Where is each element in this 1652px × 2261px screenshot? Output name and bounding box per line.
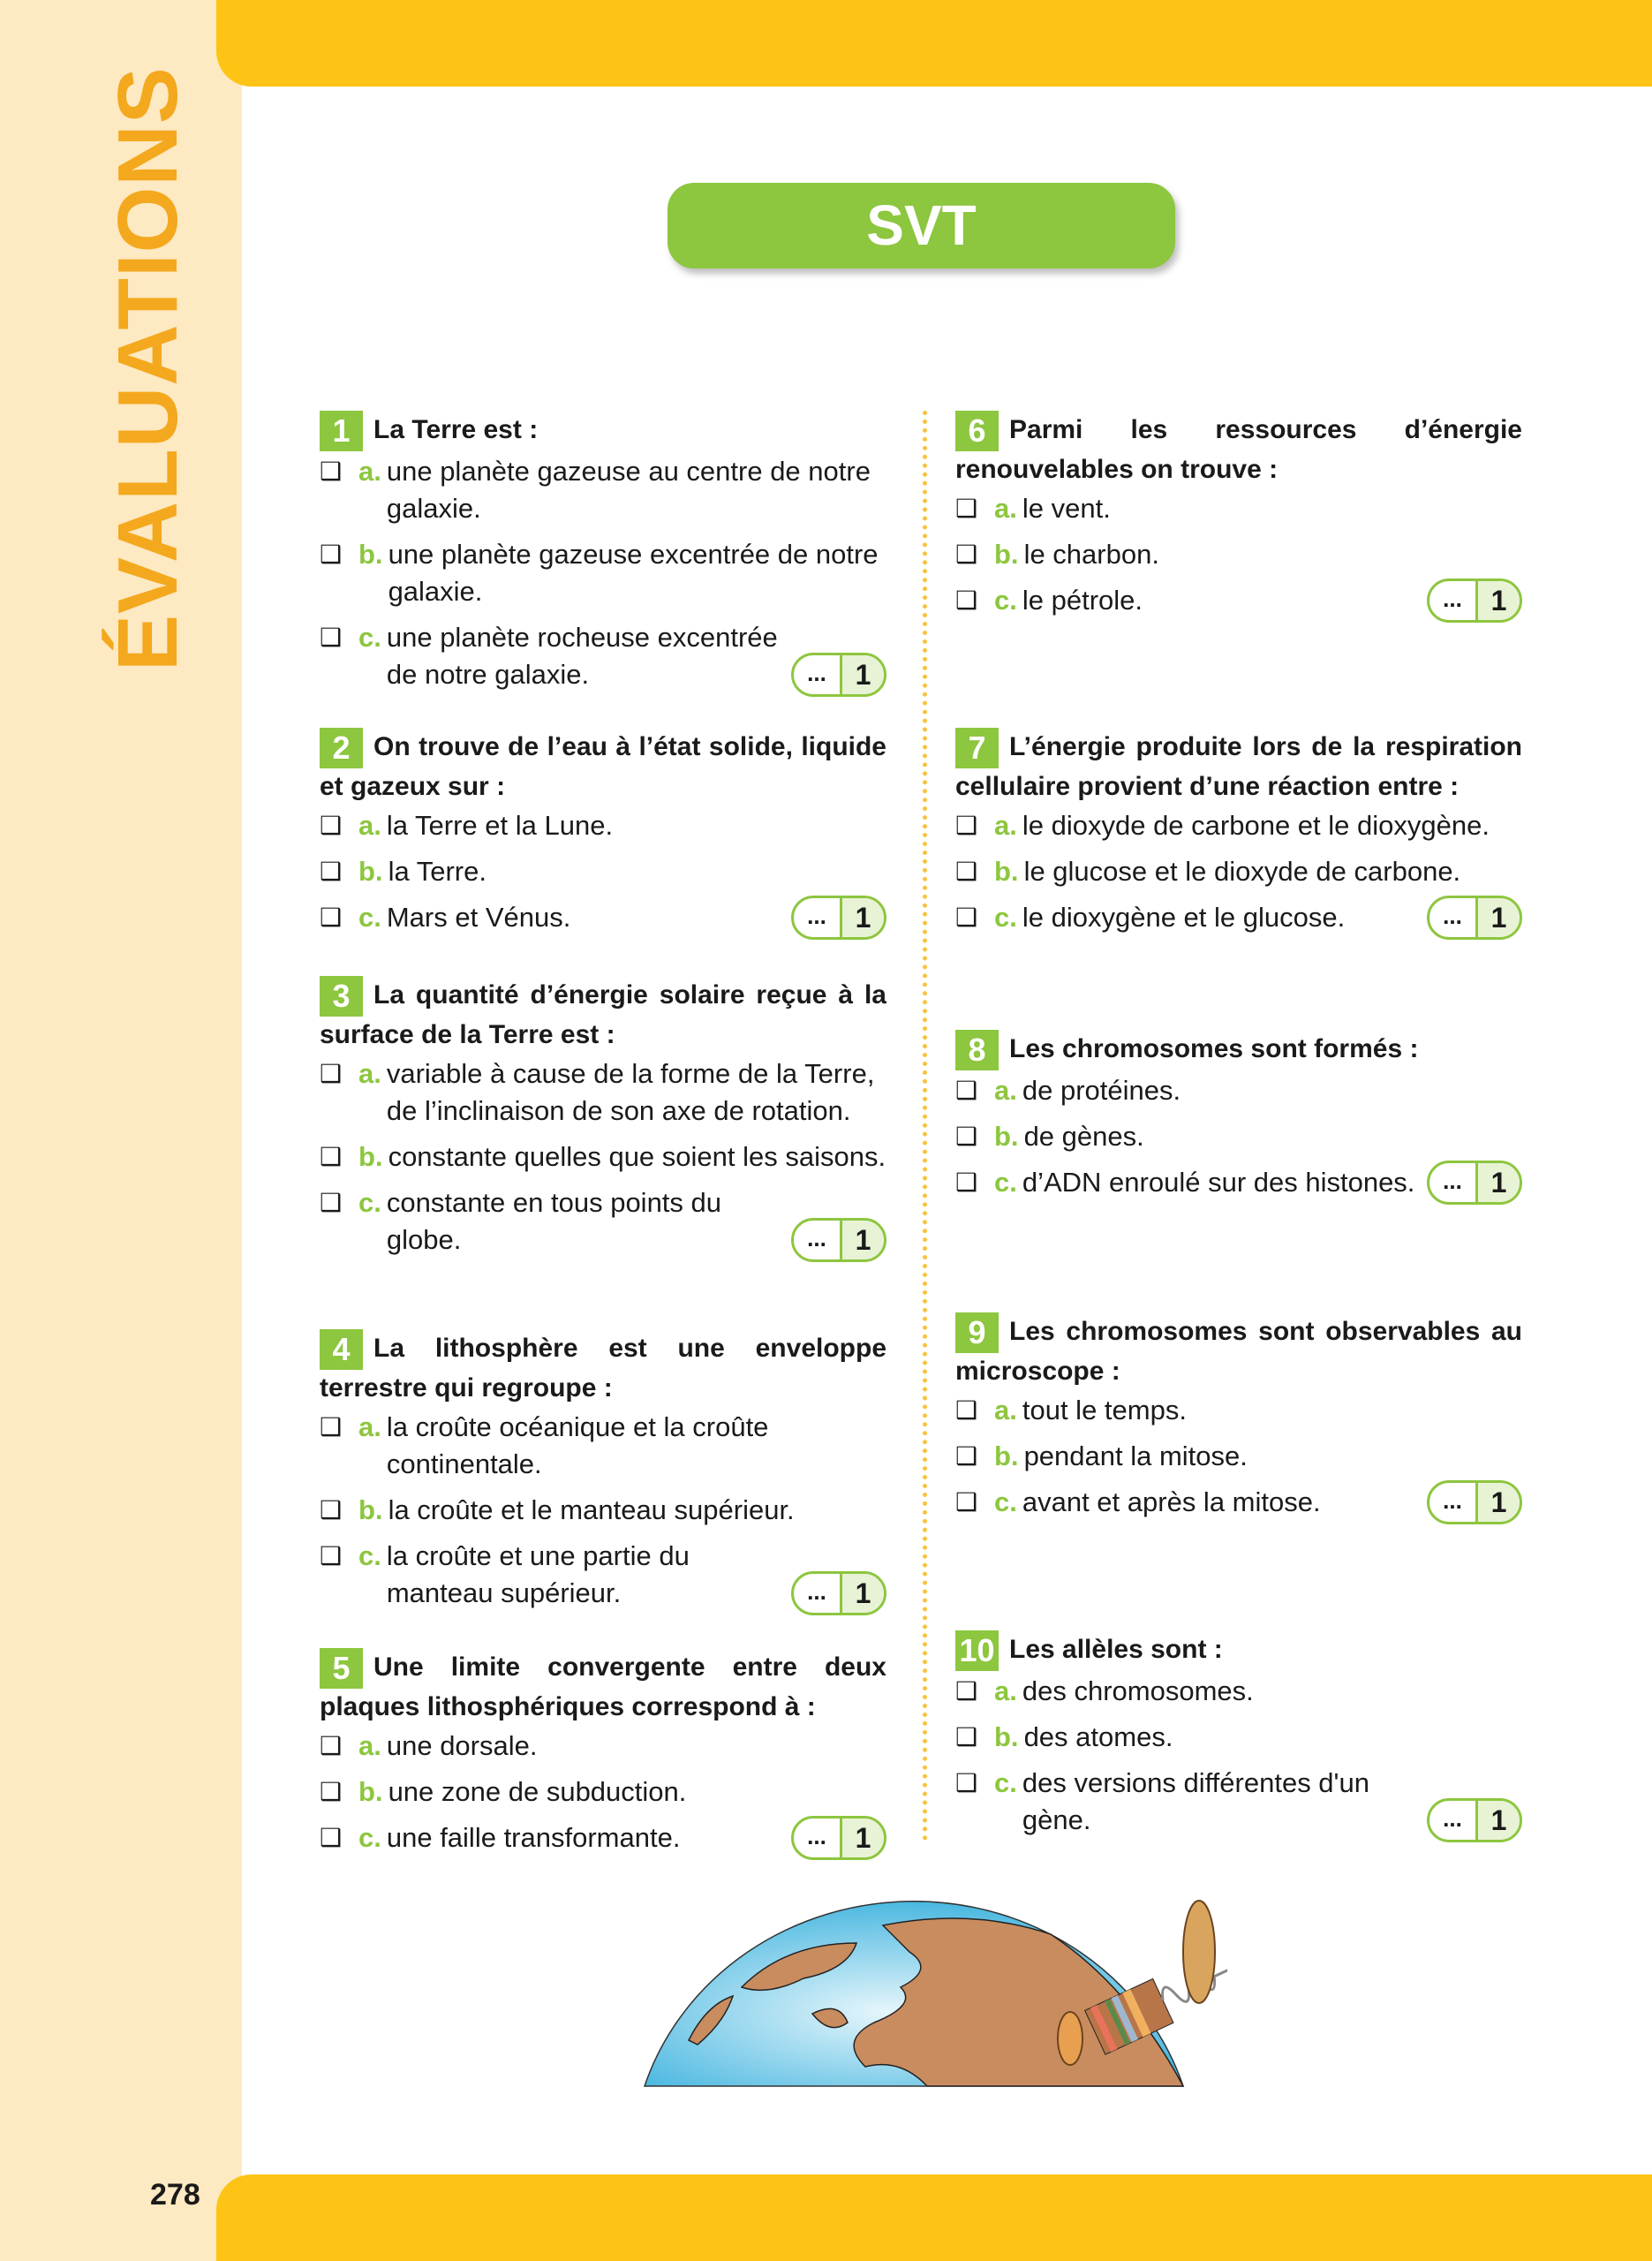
score-box[interactable] (1427, 1798, 1522, 1842)
question-title (320, 976, 886, 1054)
option-letter: a. (994, 493, 1017, 524)
option-text: le dioxyde de carbone et le dioxygène. (1022, 810, 1490, 841)
checkbox-icon[interactable]: ❑ (320, 812, 343, 839)
option-text: des chromosomes. (1022, 1675, 1254, 1706)
question-title (320, 728, 886, 805)
option-letter: c. (994, 585, 1017, 616)
answer-option[interactable] (320, 1492, 886, 1529)
score-input[interactable]: ... (807, 1823, 826, 1849)
question-6 (955, 411, 1522, 628)
answer-option[interactable] (955, 1072, 1522, 1109)
option-text: de gènes. (1023, 1121, 1144, 1152)
question-2 (320, 728, 886, 945)
question-text: On trouve de l’eau à l’état solide, liquide et gazeux sur : (320, 732, 886, 801)
answer-option[interactable] (320, 1773, 886, 1811)
question-number: 10 (955, 1630, 999, 1671)
checkbox-icon[interactable]: ❑ (320, 904, 343, 931)
score-input[interactable]: ... (807, 1225, 826, 1251)
question-title (320, 1329, 886, 1407)
score-max: 1 (840, 1221, 884, 1259)
score-input[interactable]: ... (1443, 586, 1462, 612)
option-letter: c. (994, 1767, 1017, 1798)
score-input[interactable]: ... (1443, 1805, 1462, 1832)
option-text: de protéines. (1022, 1075, 1181, 1106)
column-divider (923, 411, 927, 1841)
answer-option[interactable] (955, 1392, 1522, 1429)
answer-option[interactable] (955, 807, 1522, 844)
option-letter: c. (358, 902, 381, 933)
subject-title: SVT (668, 183, 1175, 268)
checkbox-icon[interactable]: ❑ (320, 1542, 343, 1569)
score-box[interactable] (1427, 1161, 1522, 1205)
option-letter: a. (994, 1675, 1017, 1706)
answer-option[interactable] (320, 1055, 886, 1130)
option-text: la croûte et le manteau supérieur. (388, 1494, 795, 1525)
page-number: 278 (150, 2178, 200, 2212)
checkbox-icon[interactable]: ❑ (955, 1677, 978, 1705)
question-text: Les allèles sont : (1009, 1635, 1223, 1664)
checkbox-icon[interactable]: ❑ (320, 1060, 343, 1087)
answer-option[interactable] (955, 1673, 1522, 1710)
score-box[interactable] (791, 896, 886, 940)
checkbox-icon[interactable]: ❑ (955, 541, 978, 568)
answer-option[interactable] (320, 807, 886, 844)
question-number: 3 (320, 976, 363, 1017)
option-text: le vent. (1022, 493, 1111, 524)
score-max: 1 (840, 655, 884, 694)
score-input[interactable]: ... (807, 903, 826, 929)
question-5 (320, 1648, 886, 1865)
question-number: 5 (320, 1648, 363, 1689)
question-title (955, 728, 1522, 805)
option-letter: b. (358, 856, 383, 887)
score-input[interactable]: ... (1443, 1487, 1462, 1514)
checkbox-icon[interactable]: ❑ (955, 1168, 978, 1196)
option-text: la croûte et une partie du manteau supérieur. (386, 1540, 690, 1608)
question-text: La quantité d’énergie solaire reçue à la surface de la Terre est : (320, 980, 886, 1049)
option-text: une planète gazeuse au centre de notre galaxie. (386, 456, 871, 524)
question-7 (955, 728, 1522, 945)
option-letter: a. (994, 1075, 1017, 1106)
checkbox-icon[interactable]: ❑ (320, 1189, 343, 1216)
checkbox-icon[interactable]: ❑ (320, 858, 343, 885)
question-text: Les chromosomes sont formés : (1009, 1034, 1419, 1063)
bottom-banner (216, 2174, 1652, 2261)
score-box[interactable] (1427, 896, 1522, 940)
option-letter: b. (358, 1141, 383, 1172)
score-input[interactable]: ... (1443, 903, 1462, 929)
answer-option[interactable] (320, 453, 886, 527)
option-text: constante quelles que soient les saisons. (388, 1141, 886, 1172)
option-text: des versions différentes d'un gène. (1022, 1767, 1369, 1835)
question-text: Une limite convergente entre deux plaques lithosphériques correspond à : (320, 1652, 886, 1721)
question-3 (320, 976, 886, 1267)
score-input[interactable]: ... (807, 1578, 826, 1605)
answer-option[interactable] (320, 1728, 886, 1765)
answer-option[interactable] (955, 536, 1522, 573)
answer-option[interactable] (955, 1118, 1522, 1155)
question-number: 7 (955, 728, 999, 768)
score-box[interactable] (791, 1816, 886, 1860)
option-text: variable à cause de la forme de la Terre, de l’inclinaison de son axe de rotation. (386, 1058, 875, 1126)
option-letter: b. (994, 1721, 1019, 1752)
question-10 (955, 1630, 1522, 1848)
top-banner (216, 0, 1652, 87)
option-letter: b. (994, 1441, 1019, 1471)
checkbox-icon[interactable]: ❑ (955, 1077, 978, 1104)
option-letter: c. (994, 1167, 1017, 1198)
answer-option[interactable] (955, 853, 1522, 890)
question-title (320, 411, 886, 451)
option-letter: b. (994, 1121, 1019, 1152)
section-title: ÉVALUATIONS (101, 66, 195, 671)
checkbox-icon[interactable]: ❑ (955, 495, 978, 522)
checkbox-icon[interactable]: ❑ (955, 1123, 978, 1150)
answer-option[interactable] (955, 1719, 1522, 1756)
checkbox-icon[interactable]: ❑ (955, 904, 978, 931)
checkbox-icon[interactable]: ❑ (955, 858, 978, 885)
checkbox-icon[interactable]: ❑ (320, 1824, 343, 1851)
checkbox-icon[interactable]: ❑ (320, 457, 343, 485)
option-letter: b. (358, 1776, 383, 1807)
checkbox-icon[interactable]: ❑ (955, 1396, 978, 1424)
score-box[interactable] (1427, 1480, 1522, 1524)
score-max: 1 (840, 1819, 884, 1857)
checkbox-icon[interactable]: ❑ (320, 1732, 343, 1759)
answer-option[interactable] (955, 1438, 1522, 1475)
question-number: 2 (320, 728, 363, 768)
option-text: des atomes. (1023, 1721, 1173, 1752)
question-title (955, 1030, 1522, 1070)
option-text: avant et après la mitose. (1022, 1486, 1321, 1517)
option-letter: a. (358, 1411, 381, 1442)
option-letter: c. (994, 902, 1017, 933)
checkbox-icon[interactable]: ❑ (955, 1723, 978, 1751)
question-number: 1 (320, 411, 363, 451)
option-letter: b. (994, 856, 1019, 887)
question-number: 6 (955, 411, 999, 451)
option-letter: c. (358, 622, 381, 653)
checkbox-icon[interactable]: ❑ (320, 1143, 343, 1170)
option-text: une faille transformante. (386, 1822, 681, 1853)
answer-option[interactable] (320, 853, 886, 890)
option-text: une zone de subduction. (388, 1776, 687, 1807)
option-letter: c. (358, 1187, 381, 1218)
question-number: 4 (320, 1329, 363, 1370)
score-max: 1 (1475, 1163, 1520, 1202)
score-max: 1 (840, 1574, 884, 1613)
option-letter: b. (358, 1494, 383, 1525)
question-title (320, 1648, 886, 1726)
option-text: pendant la mitose. (1023, 1441, 1248, 1471)
score-max: 1 (840, 898, 884, 937)
checkbox-icon[interactable]: ❑ (955, 586, 978, 614)
option-letter: b. (994, 539, 1019, 570)
checkbox-icon[interactable]: ❑ (320, 1496, 343, 1524)
option-text: le pétrole. (1022, 585, 1143, 616)
score-max: 1 (1475, 898, 1520, 937)
question-8 (955, 1030, 1522, 1210)
question-text: La Terre est : (373, 415, 539, 444)
question-text: Les chromosomes sont observables au microscope : (955, 1317, 1522, 1386)
score-input[interactable]: ... (1443, 1168, 1462, 1194)
checkbox-icon[interactable]: ❑ (955, 1769, 978, 1796)
question-text: La lithosphère est une enveloppe terrestre qui regroupe : (320, 1334, 886, 1403)
score-box[interactable] (791, 1571, 886, 1615)
option-letter: c. (994, 1486, 1017, 1517)
question-title (955, 1312, 1522, 1390)
question-text: Parmi les ressources d’énergie renouvelables on trouve : (955, 415, 1522, 484)
question-4 (320, 1329, 886, 1621)
answer-option[interactable] (955, 490, 1522, 527)
checkbox-icon[interactable]: ❑ (955, 1488, 978, 1516)
question-1 (320, 411, 886, 702)
question-number: 8 (955, 1030, 999, 1070)
score-max: 1 (1475, 1483, 1520, 1522)
question-title (955, 411, 1522, 488)
option-letter: c. (358, 1540, 381, 1571)
option-text: une planète rocheuse excentrée de notre galaxie. (386, 622, 778, 690)
option-letter: a. (358, 1058, 381, 1089)
option-letter: a. (994, 1395, 1017, 1425)
question-9 (955, 1312, 1522, 1530)
option-text: le dioxygène et le glucose. (1022, 902, 1346, 933)
question-number: 9 (955, 1312, 999, 1353)
option-text: constante en tous points du globe. (386, 1187, 722, 1255)
checkbox-icon[interactable]: ❑ (320, 624, 343, 651)
checkbox-icon[interactable]: ❑ (320, 541, 343, 568)
globe-corkscrew-illustration (636, 1890, 1227, 2093)
question-title (955, 1630, 1522, 1671)
checkbox-icon[interactable]: ❑ (320, 1778, 343, 1805)
option-text: le charbon. (1023, 539, 1159, 570)
score-box[interactable] (791, 653, 886, 697)
option-letter: a. (358, 456, 381, 487)
option-letter: a. (358, 810, 381, 841)
option-text: la Terre et la Lune. (386, 810, 614, 841)
option-letter: a. (358, 1730, 381, 1761)
option-text: une planète gazeuse excentrée de notre galaxie. (388, 539, 879, 607)
score-max: 1 (1475, 581, 1520, 620)
score-max: 1 (1475, 1801, 1520, 1840)
option-text: la Terre. (388, 856, 487, 887)
question-text: L’énergie produite lors de la respiration cellulaire provient d’une réaction entre : (955, 732, 1522, 801)
option-text: le glucose et le dioxyde de carbone. (1023, 856, 1461, 887)
checkbox-icon[interactable]: ❑ (955, 1442, 978, 1470)
score-input[interactable]: ... (807, 660, 826, 686)
option-text: d’ADN enroulé sur des histones. (1022, 1167, 1415, 1198)
option-text: Mars et Vénus. (386, 902, 571, 933)
answer-option[interactable] (320, 1409, 886, 1483)
answer-option[interactable] (320, 1138, 886, 1176)
score-box[interactable] (791, 1218, 886, 1262)
option-letter: c. (358, 1822, 381, 1853)
option-letter: b. (358, 539, 383, 570)
score-box[interactable] (1427, 578, 1522, 623)
checkbox-icon[interactable]: ❑ (955, 812, 978, 839)
option-letter: a. (994, 810, 1017, 841)
answer-option[interactable] (320, 536, 886, 610)
option-text: tout le temps. (1022, 1395, 1187, 1425)
option-text: une dorsale. (386, 1730, 538, 1761)
checkbox-icon[interactable]: ❑ (320, 1413, 343, 1441)
option-text: la croûte océanique et la croûte continentale. (386, 1411, 769, 1479)
